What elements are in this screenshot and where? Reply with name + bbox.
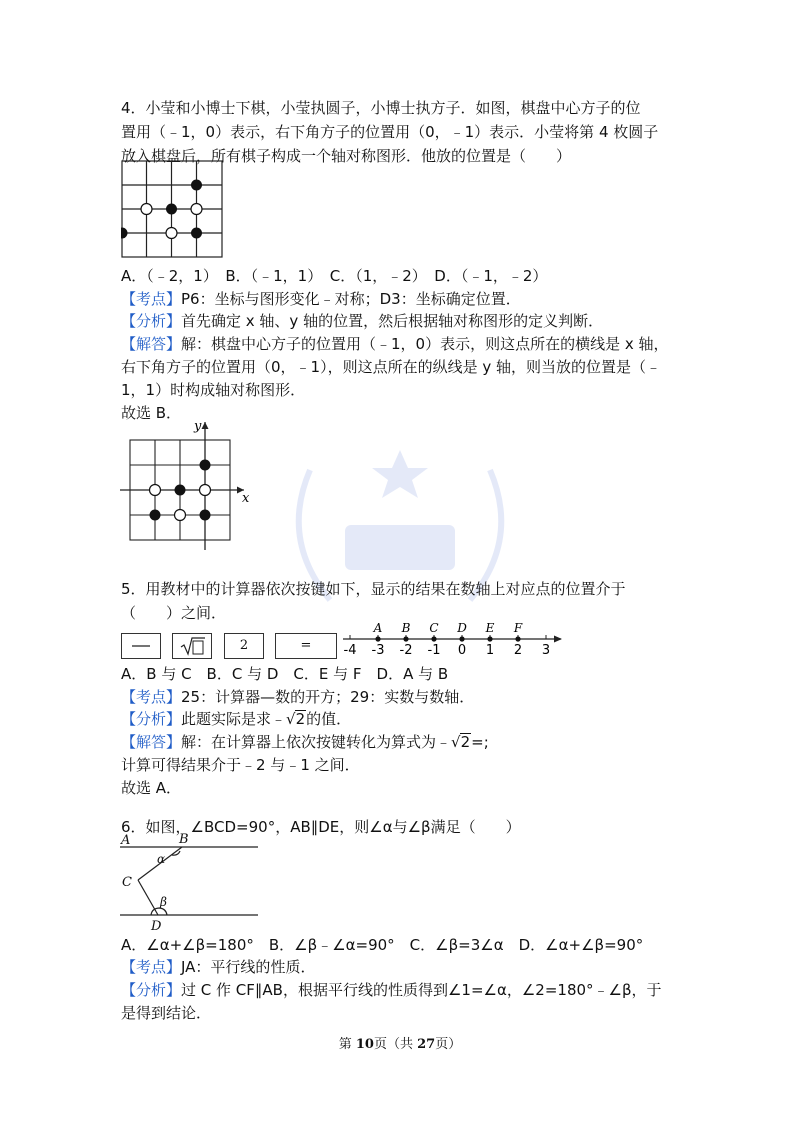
q6-fenxi-tag: 【分析】 (121, 981, 182, 999)
q4-jieda-text: 解：棋盘中心方子的位置用（﹣1，0）表示，则这点所在的横线是 x 轴， (181, 335, 669, 353)
q5-fenxi-pre: 此题实际是求﹣ (181, 710, 287, 728)
q6-line-1: 6．如图，∠BCD=90°，AB∥DE，则∠α与∠β满足（ ） (121, 818, 521, 836)
q4-line-3: 放入棋盘后，所有棋子构成一个轴对称图形．他放的位置是（ ） (121, 147, 572, 165)
q5-jieda-tag: 【解答】 (121, 733, 182, 751)
q4-jieda-tag: 【解答】 (121, 335, 182, 353)
q4-fenxi-tag: 【分析】 (121, 312, 182, 330)
q5-jieda-line-2: 计算可得结果介于﹣2 与﹣1 之间． (121, 756, 360, 774)
numberline-tick-label: -3 (371, 643, 385, 657)
q4-coordinate-figure (118, 418, 260, 550)
q4-kaodian-text: P6：坐标与图形变化﹣对称；D3：坐标确定位置． (181, 290, 521, 308)
label-alpha: α (157, 852, 166, 866)
page-footer (0, 1033, 800, 1052)
equals-key: = (275, 633, 337, 659)
q5-jieda-radicand: 2 (460, 733, 471, 751)
q6-kaodian (121, 956, 315, 978)
two-key: 2 (224, 633, 264, 659)
numberline-point-label: F (513, 621, 523, 635)
numberline-point-label: E (485, 621, 495, 635)
sqrt-icon (173, 634, 211, 658)
q5-number-line (340, 617, 565, 657)
footer-pre: 第 (338, 1037, 356, 1052)
numberline-point (487, 636, 492, 641)
numberline-tick-label: 2 (513, 643, 523, 657)
q5-answer: 故选 A． (121, 779, 182, 797)
q4-line-2: 置用（﹣1，0）表示，右下角方子的位置用（0，﹣1）表示．小莹将第 4 枚圆子 (121, 123, 659, 141)
q6-fenxi (121, 979, 662, 1001)
q5-jieda: 【解答】解：在计算器上依次按键转化为算式为﹣√2=; (121, 733, 489, 751)
q5-fenxi: 【分析】此题实际是求﹣√2的值． (121, 710, 352, 728)
x-axis-label: x (242, 491, 250, 506)
numberline-tick-label: -4 (343, 643, 357, 657)
numberline-point-label: D (457, 621, 467, 635)
numberline-tick-label: -1 (427, 643, 441, 657)
q4-kaodian-tag: 【考点】 (121, 290, 182, 308)
y-axis-label: y (194, 419, 202, 434)
q4-jieda (121, 333, 669, 355)
q5-fenxi-radicand: 2 (295, 710, 306, 728)
q4-line-1: 4．小莹和小博士下棋，小莹执圆子，小博士执方子．如图，棋盘中心方子的位 (121, 99, 641, 117)
numberline-point (375, 636, 380, 641)
q5-line-1: 5．用教材中的计算器依次按键如下，显示的结果在数轴上对应点的位置介于 (121, 580, 626, 598)
numberline-tick-label: 1 (485, 643, 495, 657)
q5-jieda-pre: 解：在计算器上依次按键转化为算式为﹣ (181, 733, 452, 751)
q6-kaodian-tag: 【考点】 (121, 958, 182, 976)
q5-fenxi-post: 的值． (306, 710, 352, 728)
numberline-point-label: C (429, 621, 439, 635)
q5-fenxi-tag: 【分析】 (121, 710, 182, 728)
q6-fenxi-text: 过 C 作 CF∥AB，根据平行线的性质得到∠1=∠α，∠2=180°﹣∠β，于 (181, 981, 662, 999)
q4-fenxi-text: 首先确定 x 轴、y 轴的位置，然后根据轴对称图形的定义判断． (181, 312, 604, 330)
numberline-tick-label: 0 (457, 643, 467, 657)
label-beta: β (160, 895, 167, 909)
numberline-point-label: A (373, 621, 383, 635)
q5-line-2: （ ）之间． (121, 604, 227, 622)
q4-answer: 故选 B． (121, 404, 182, 422)
watermark-logo (270, 430, 530, 630)
footer-page: 10 (355, 1037, 374, 1052)
q5-kaodian (121, 686, 474, 708)
q5-kaodian-text: 25：计算器—数的开方；29：实数与数轴． (181, 688, 475, 706)
numberline-tick-label: -2 (399, 643, 413, 657)
numberline-tick-label: 3 (541, 643, 551, 657)
q4-chessboard-figure (121, 160, 223, 258)
label-D: D (151, 919, 162, 932)
sqrt-key (172, 633, 212, 659)
numberline-point (403, 636, 408, 641)
footer-post: 页） (435, 1037, 462, 1052)
q6-geometry-figure (118, 830, 263, 932)
q6-kaodian-text: JA：平行线的性质． (181, 958, 316, 976)
label-B: B (179, 832, 189, 847)
q5-options: A．B 与 C B．C 与 D C．E 与 F D．A 与 B (121, 665, 449, 683)
q6-fenxi-line-2: 是得到结论． (121, 1004, 212, 1022)
q4-jieda-line-3: 1，1）时构成轴对称图形． (121, 381, 306, 399)
minus-key (121, 633, 161, 659)
q4-options: A．（﹣2，1） B．（﹣1，1） C．（1，﹣2） D．（﹣1，﹣2） (121, 267, 548, 285)
label-C: C (122, 875, 132, 890)
label-A: A (121, 833, 131, 848)
q4-fenxi (121, 310, 603, 332)
q4-kaodian (121, 288, 521, 310)
minus-icon (122, 634, 160, 658)
numberline-point-label: B (401, 621, 411, 635)
numberline-point (515, 636, 520, 641)
q5-jieda-post: =; (471, 733, 489, 751)
footer-mid: 页（共 (373, 1037, 418, 1052)
numberline-point (459, 636, 464, 641)
footer-total: 27 (417, 1037, 436, 1052)
q4-jieda-line-2: 右下角方子的位置用（0，﹣1），则这点所在的纵线是 y 轴，则当放的位置是（﹣ (121, 358, 662, 376)
q6-options: A．∠α+∠β=180° B．∠β﹣∠α=90° C．∠β=3∠α D．∠α+∠β=90° (121, 936, 644, 954)
q5-kaodian-tag: 【考点】 (121, 688, 182, 706)
numberline-point (431, 636, 436, 641)
